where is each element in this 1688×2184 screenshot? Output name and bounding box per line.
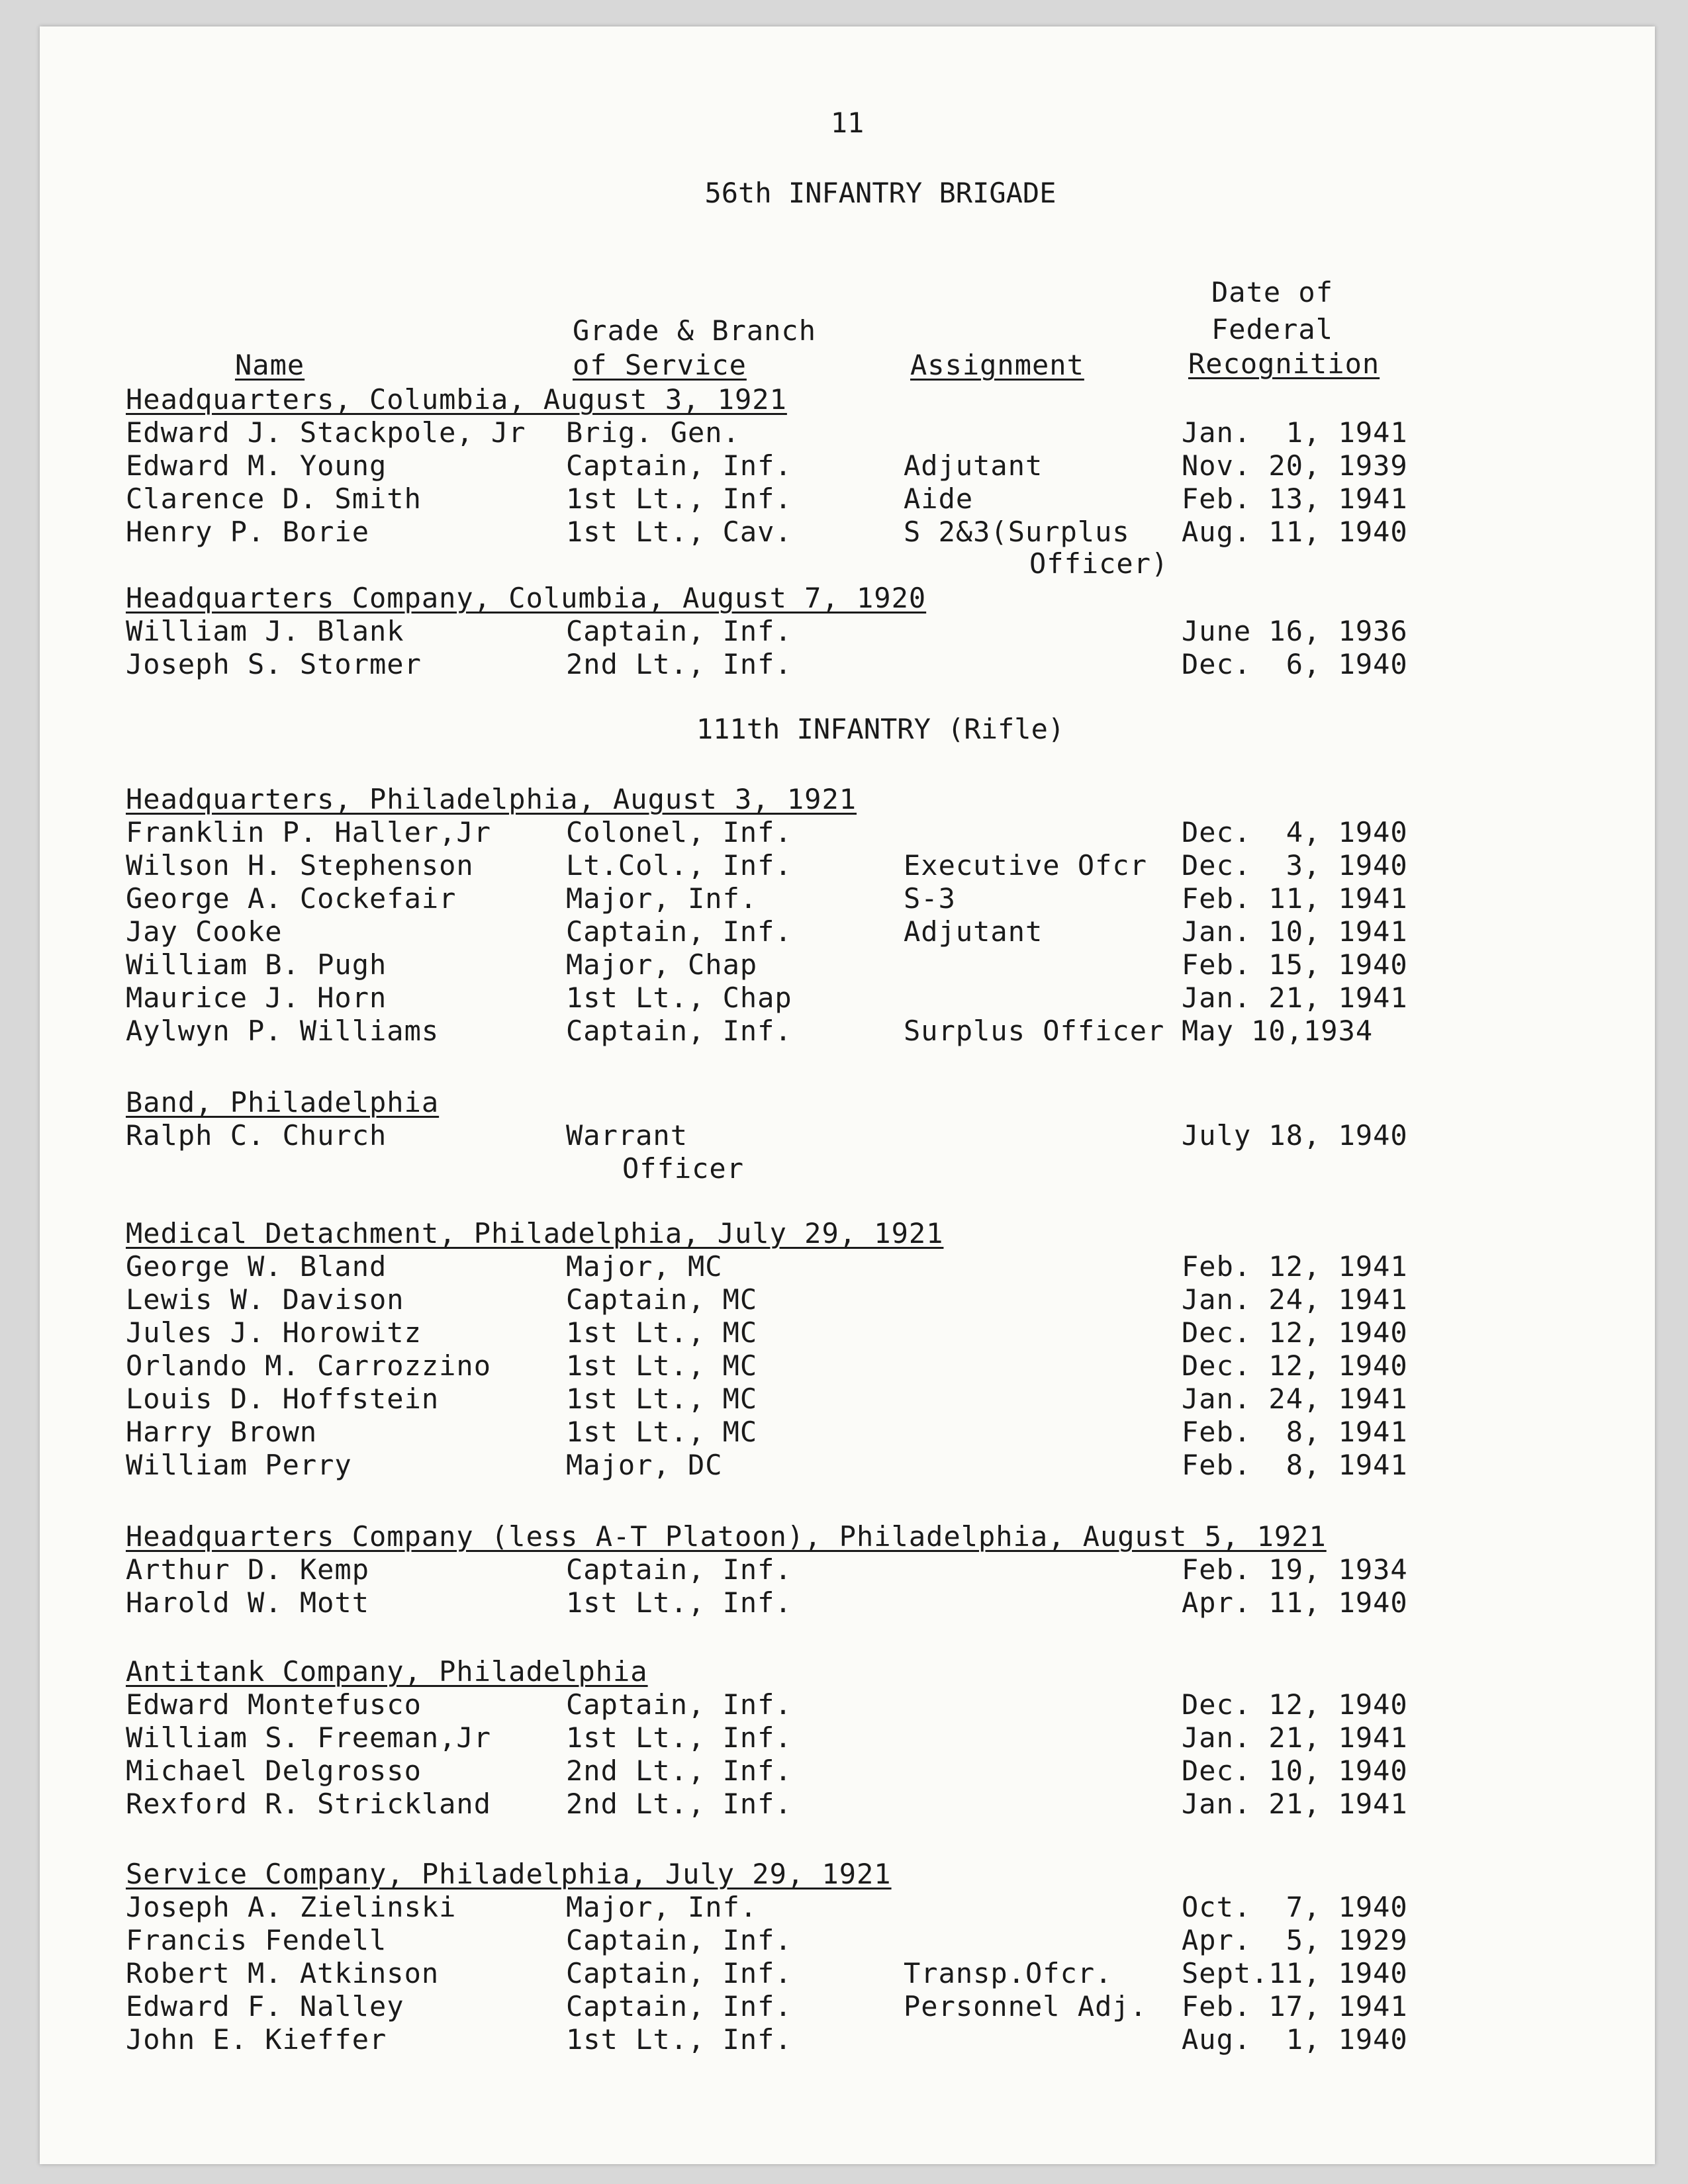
roster-name: Louis D. Hoffstein (126, 1383, 440, 1415)
section-heading: Antitank Company, Philadelphia (126, 1655, 648, 1688)
roster-name: John E. Kieffer (126, 2023, 387, 2056)
section-heading: Service Company, Philadelphia, July 29, 1921 (126, 1858, 892, 1890)
roster-date: June 16, 1936 (1182, 615, 1408, 647)
roster-date: Feb. 8, 1941 (1182, 1449, 1408, 1481)
roster-date: Dec. 6, 1940 (1182, 648, 1408, 680)
roster-grade: Captain, Inf. (566, 1015, 792, 1047)
roster-date: Feb. 13, 1941 (1182, 482, 1408, 515)
roster-assignment: Adjutant (904, 449, 1043, 482)
roster-name: William Perry (126, 1449, 352, 1481)
roster-grade: 1st Lt., MC (566, 1349, 758, 1382)
roster-name: Clarence D. Smith (126, 482, 422, 515)
roster-grade: 1st Lt., Inf. (566, 1586, 792, 1619)
column-header-name: Name (235, 349, 305, 381)
roster-grade: 2nd Lt., Inf. (566, 1788, 792, 1820)
roster-grade: Lt.Col., Inf. (566, 849, 792, 882)
section-heading: Headquarters, Philadelphia, August 3, 1921 (126, 783, 857, 815)
roster-date: Dec. 12, 1940 (1182, 1316, 1408, 1349)
roster-name: Jules J. Horowitz (126, 1316, 422, 1349)
roster-grade: 2nd Lt., Inf. (566, 1754, 792, 1787)
roster-date: Jan. 24, 1941 (1182, 1383, 1408, 1415)
roster-date: May 10,1934 (1182, 1015, 1374, 1047)
section-heading: Headquarters Company (less A-T Platoon), Philadelphia, August 5, 1921 (126, 1520, 1327, 1553)
roster-date: Aug. 1, 1940 (1182, 2023, 1408, 2056)
roster-grade: Major, Inf. (566, 882, 758, 915)
roster-name: Orlando M. Carrozzino (126, 1349, 492, 1382)
column-header-assignment: Assignment (910, 349, 1084, 381)
roster-grade: 1st Lt., MC (566, 1316, 758, 1349)
roster-grade: 1st Lt., MC (566, 1416, 758, 1448)
roster-grade: Captain, Inf. (566, 1924, 792, 1956)
roster-date: Apr. 5, 1929 (1182, 1924, 1408, 1956)
roster-date: Apr. 11, 1940 (1182, 1586, 1408, 1619)
roster-grade: Captain, Inf. (566, 1990, 792, 2023)
section-heading: Medical Detachment, Philadelphia, July 29, 1921 (126, 1217, 944, 1250)
roster-name: Jay Cooke (126, 915, 283, 948)
roster-name: Francis Fendell (126, 1924, 387, 1956)
roster-grade: Captain, MC (566, 1283, 758, 1316)
section-subtitle: 111th INFANTRY (Rifle) (696, 713, 1065, 745)
roster-date: Feb. 19, 1934 (1182, 1553, 1408, 1586)
roster-grade: Major, MC (566, 1250, 723, 1283)
column-header-grade-line2: of Service (573, 349, 747, 381)
roster-grade: Captain, Inf. (566, 1553, 792, 1586)
roster-grade: Captain, Inf. (566, 449, 792, 482)
roster-date: Sept.11, 1940 (1182, 1957, 1408, 1989)
roster-name: Joseph A. Zielinski (126, 1891, 457, 1923)
roster-grade: Captain, Inf. (566, 1688, 792, 1721)
roster-assignment: Personnel Adj. (904, 1990, 1148, 2023)
roster-name: Edward Montefusco (126, 1688, 422, 1721)
roster-grade: 1st Lt., Cav. (566, 516, 792, 548)
roster-name: Michael Delgrosso (126, 1754, 422, 1787)
column-header-grade-line1: Grade & Branch (573, 314, 817, 347)
roster-name: Arthur D. Kemp (126, 1553, 370, 1586)
roster-name: Joseph S. Stormer (126, 648, 422, 680)
roster-date: Dec. 12, 1940 (1182, 1349, 1408, 1382)
roster-assignment: Transp.Ofcr. (904, 1957, 1113, 1989)
roster-grade: Captain, Inf. (566, 1957, 792, 1989)
roster-date: Feb. 12, 1941 (1182, 1250, 1408, 1283)
roster-assignment: Adjutant (904, 915, 1043, 948)
roster-date: Jan. 21, 1941 (1182, 981, 1408, 1014)
roster-date: Feb. 8, 1941 (1182, 1416, 1408, 1448)
roster-grade: 1st Lt., Inf. (566, 1721, 792, 1754)
roster-name: Rexford R. Strickland (126, 1788, 492, 1820)
roster-grade: 1st Lt., Inf. (566, 2023, 792, 2056)
roster-name: George A. Cockefair (126, 882, 457, 915)
roster-name: Ralph C. Church (126, 1119, 387, 1152)
roster-date: Aug. 11, 1940 (1182, 516, 1408, 548)
roster-grade: 1st Lt., Inf. (566, 482, 792, 515)
roster-date: Dec. 4, 1940 (1182, 816, 1408, 848)
roster-date: Dec. 3, 1940 (1182, 849, 1408, 882)
roster-name: Edward M. Young (126, 449, 387, 482)
page-number: 11 (830, 107, 865, 139)
roster-name: William J. Blank (126, 615, 404, 647)
roster-name: Aylwyn P. Williams (126, 1015, 440, 1047)
roster-date: Jan. 21, 1941 (1182, 1721, 1408, 1754)
roster-name: Harry Brown (126, 1416, 318, 1448)
roster-assignment: Surplus Officer (904, 1015, 1165, 1047)
roster-name: Robert M. Atkinson (126, 1957, 440, 1989)
roster-assignment: Aide (904, 482, 974, 515)
roster-name: Henry P. Borie (126, 516, 370, 548)
roster-assignment: Executive Ofcr (904, 849, 1148, 882)
roster-name: William S. Freeman,Jr (126, 1721, 492, 1754)
roster-assignment-continued: Officer) (1029, 547, 1169, 580)
roster-date: July 18, 1940 (1182, 1119, 1408, 1152)
roster-grade: Brig. Gen. (566, 416, 740, 449)
column-header-date-line1: Date of (1211, 276, 1334, 308)
roster-name: Edward J. Stackpole, Jr (126, 416, 526, 449)
roster-name: William B. Pugh (126, 948, 387, 981)
roster-name: Wilson H. Stephenson (126, 849, 474, 882)
roster-assignment: S 2&3(Surplus (904, 516, 1130, 548)
roster-date: Jan. 21, 1941 (1182, 1788, 1408, 1820)
roster-grade: 1st Lt., MC (566, 1383, 758, 1415)
roster-date: Jan. 24, 1941 (1182, 1283, 1408, 1316)
roster-grade: Warrant (566, 1119, 688, 1152)
roster-grade: 2nd Lt., Inf. (566, 648, 792, 680)
roster-date: Oct. 7, 1940 (1182, 1891, 1408, 1923)
roster-date: Jan. 1, 1941 (1182, 416, 1408, 449)
roster-grade: Major, Chap (566, 948, 758, 981)
section-heading: Band, Philadelphia (126, 1086, 440, 1118)
roster-name: Edward F. Nalley (126, 1990, 404, 2023)
roster-date: Dec. 10, 1940 (1182, 1754, 1408, 1787)
page-title: 56th INFANTRY BRIGADE (704, 177, 1056, 209)
roster-date: Jan. 10, 1941 (1182, 915, 1408, 948)
roster-date: Feb. 15, 1940 (1182, 948, 1408, 981)
roster-grade: Captain, Inf. (566, 615, 792, 647)
roster-date: Dec. 12, 1940 (1182, 1688, 1408, 1721)
roster-date: Nov. 20, 1939 (1182, 449, 1408, 482)
roster-date: Feb. 11, 1941 (1182, 882, 1408, 915)
roster-name: George W. Bland (126, 1250, 387, 1283)
roster-name: Franklin P. Haller,Jr (126, 816, 492, 848)
roster-grade: 1st Lt., Chap (566, 981, 792, 1014)
column-header-date-line3: Recognition (1188, 347, 1380, 380)
roster-grade-continued: Officer (622, 1152, 745, 1185)
section-heading: Headquarters, Columbia, August 3, 1921 (126, 383, 787, 416)
roster-name: Lewis W. Davison (126, 1283, 404, 1316)
roster-name: Harold W. Mott (126, 1586, 370, 1619)
roster-grade: Major, Inf. (566, 1891, 758, 1923)
roster-grade: Captain, Inf. (566, 915, 792, 948)
roster-date: Feb. 17, 1941 (1182, 1990, 1408, 2023)
roster-grade: Major, DC (566, 1449, 723, 1481)
section-heading: Headquarters Company, Columbia, August 7, 1920 (126, 582, 927, 614)
roster-grade: Colonel, Inf. (566, 816, 792, 848)
roster-assignment: S-3 (904, 882, 956, 915)
column-header-date-line2: Federal (1211, 313, 1334, 345)
roster-name: Maurice J. Horn (126, 981, 387, 1014)
